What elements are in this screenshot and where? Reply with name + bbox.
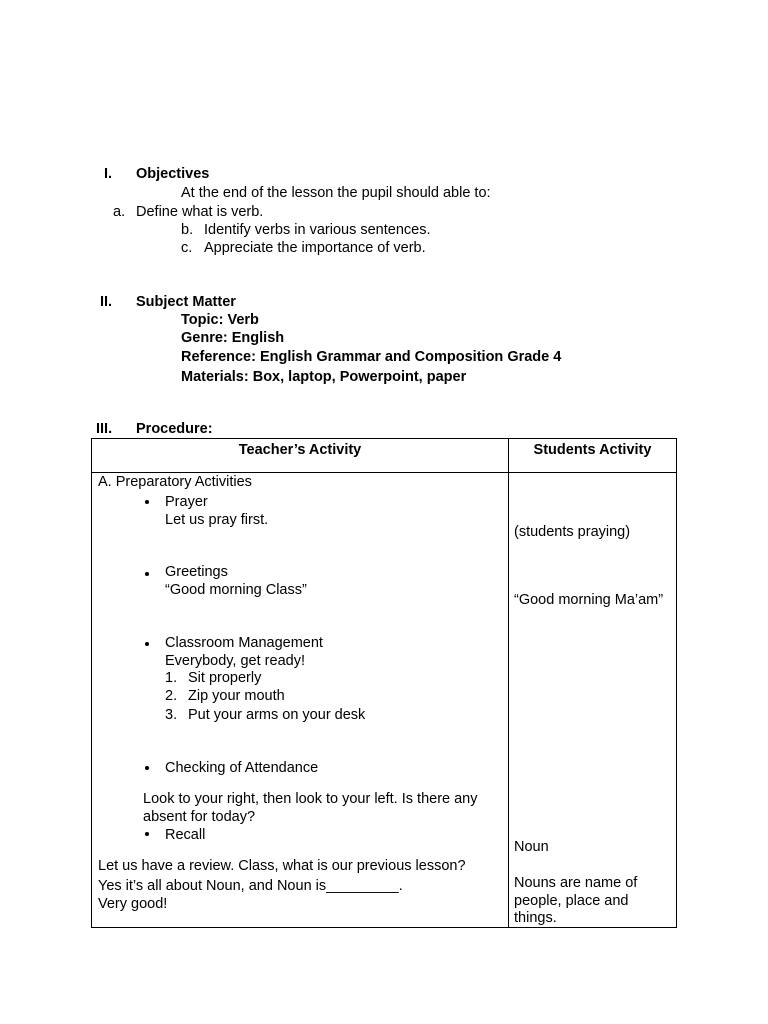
header-students-activity: Students Activity [533,442,652,458]
student-definition-line-1: Nouns are name of [514,875,638,891]
management-step-3: Put your arms on your desk [188,707,366,723]
objective-marker-b: b. [181,222,194,238]
objective-item-b: Identify verbs in various sentences. [204,222,431,238]
attendance-line-2: absent for today? [143,809,256,825]
bullet-icon [145,500,149,504]
objective-item-a: Define what is verb. [136,204,264,220]
objectives-heading: Objectives [136,166,210,182]
recall-title: Recall [165,827,206,843]
attendance-line-1: Look to your right, then look to your left. Is there any [143,791,478,807]
greetings-title: Greetings [165,564,228,580]
objective-marker-a: a. [113,204,126,220]
student-response-praying: (students praying) [514,524,631,540]
section-numeral-objectives: I. [104,166,113,182]
management-step-num-2: 2. [165,688,178,704]
bullet-icon [145,832,149,836]
management-step-1: Sit properly [188,670,262,686]
bullet-icon [145,766,149,770]
attendance-title: Checking of Attendance [165,760,319,776]
procedure-table [91,438,677,928]
objective-item-c: Appreciate the importance of verb. [204,240,426,256]
management-step-2: Zip your mouth [188,688,285,704]
management-line: Everybody, get ready! [165,653,305,669]
bullet-icon [145,642,149,646]
student-response-greeting: “Good morning Ma’am” [514,592,664,608]
subject-reference: Reference: English Grammar and Composition Grade 4 [181,349,562,365]
subject-matter-heading: Subject Matter [136,294,236,310]
objectives-intro: At the end of the lesson the pupil should able to: [181,185,491,201]
review-line-3: Very good! [98,896,168,912]
student-definition-line-2: people, place and [514,893,629,909]
table-column-divider [508,439,509,927]
section-numeral-subject-matter: II. [100,294,113,310]
header-teachers-activity: Teacher’s Activity [238,442,362,458]
prayer-line: Let us pray first. [165,512,269,528]
review-line-2: Yes it’s all about Noun, and Noun is_________. [98,878,403,894]
management-step-num-1: 1. [165,670,178,686]
management-title: Classroom Management [165,635,323,651]
review-line-1: Let us have a review. Class, what is our previous lesson? [98,858,466,874]
preparatory-activities-title: A. Preparatory Activities [98,474,252,490]
prayer-title: Prayer [165,494,208,510]
subject-topic: Topic: Verb [181,312,259,328]
subject-materials: Materials: Box, laptop, Powerpoint, paper [181,369,467,385]
subject-genre: Genre: English [181,330,285,346]
procedure-heading: Procedure: [136,421,213,437]
section-numeral-procedure: III. [96,421,113,437]
objective-marker-c: c. [181,240,193,256]
student-definition-line-3: things. [514,910,557,926]
management-step-num-3: 3. [165,707,178,723]
greetings-line: “Good morning Class” [165,582,307,598]
bullet-icon [145,572,149,576]
student-response-noun: Noun [514,839,549,855]
